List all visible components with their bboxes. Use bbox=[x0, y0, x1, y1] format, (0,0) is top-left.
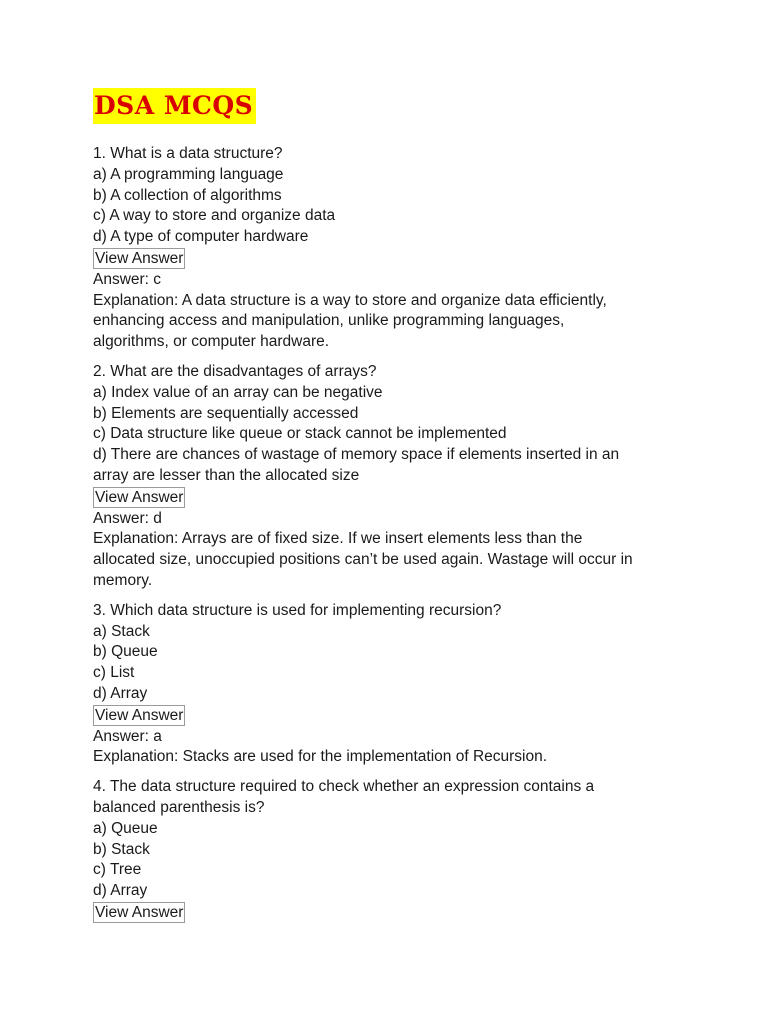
option-b: b) Queue bbox=[93, 643, 158, 661]
explanation-line: enhancing access and manipulation, unlike programming languages, bbox=[93, 312, 565, 330]
option-b: b) Stack bbox=[93, 840, 150, 858]
question-3 bbox=[93, 601, 693, 768]
option-d: d) There are chances of wastage of memory space if elements inserted in an bbox=[93, 446, 620, 464]
option-a: a) Stack bbox=[93, 622, 150, 640]
view-answer-button[interactable]: View Answer bbox=[95, 706, 184, 724]
question-text: 2. What are the disadvantages of arrays? bbox=[93, 362, 377, 380]
question-1 bbox=[93, 144, 693, 353]
explanation-line: algorithms, or computer hardware. bbox=[93, 333, 330, 351]
explanation-line: allocated size, unoccupied positions can’t be used again. Wastage will occur in bbox=[93, 551, 633, 569]
page-title: DSA MCQS bbox=[93, 88, 256, 124]
view-answer-button[interactable]: View Answer bbox=[95, 903, 184, 921]
view-answer-button[interactable]: View Answer bbox=[95, 488, 184, 506]
question-2 bbox=[93, 362, 693, 592]
option-d: d) Array bbox=[93, 684, 148, 702]
answer-text: Answer: a bbox=[93, 727, 162, 745]
question-text: 1. What is a data structure? bbox=[93, 145, 283, 162]
view-answer-button[interactable]: View Answer bbox=[95, 249, 184, 267]
question-text: 3. Which data structure is used for implementing recursion? bbox=[93, 601, 502, 619]
option-c: c) Tree bbox=[93, 861, 142, 879]
option-b: b) Elements are sequentially accessed bbox=[93, 404, 359, 422]
answer-text: Answer: c bbox=[93, 270, 162, 288]
option-a: a) A programming language bbox=[93, 165, 284, 183]
option-d: d) A type of computer hardware bbox=[93, 228, 309, 246]
answer-text: Answer: d bbox=[93, 509, 162, 527]
question-4 bbox=[93, 777, 693, 924]
option-c: c) Data structure like queue or stack cannot be implemented bbox=[93, 425, 507, 443]
explanation-line: memory. bbox=[93, 571, 153, 589]
option-d: d) Array bbox=[93, 882, 148, 900]
question-text-continued: balanced parenthesis is? bbox=[93, 798, 265, 816]
option-b: b) A collection of algorithms bbox=[93, 186, 282, 204]
question-text: 4. The data structure required to check whether an expression contains a bbox=[93, 778, 595, 796]
explanation-line: Explanation: Stacks are used for the implementation of Recursion. bbox=[93, 748, 548, 766]
explanation-line: Explanation: A data structure is a way to store and organize data efficiently, bbox=[93, 291, 607, 309]
explanation-line: Explanation: Arrays are of fixed size. If we insert elements less than the bbox=[93, 530, 583, 548]
option-d-continued: array are lesser than the allocated size bbox=[93, 466, 360, 484]
document-page bbox=[93, 88, 693, 933]
option-c: c) List bbox=[93, 664, 135, 682]
option-a: a) Index value of an array can be negative bbox=[93, 383, 383, 401]
option-c: c) A way to store and organize data bbox=[93, 207, 336, 225]
option-a: a) Queue bbox=[93, 819, 158, 837]
